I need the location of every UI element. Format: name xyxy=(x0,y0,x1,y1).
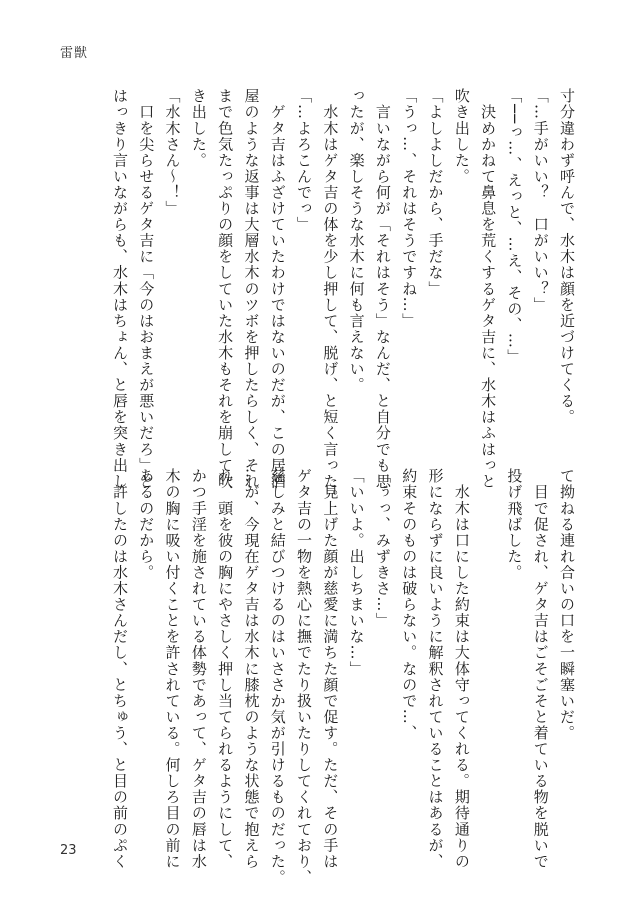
text-line: き出した。 xyxy=(189,88,208,169)
text-line: 木の胸に吸い付くことを許されている。何しろ目の前に xyxy=(163,468,182,870)
text-line: はっきり言いながらも、水木はちょん、と唇を突き出し xyxy=(110,88,129,490)
text-line xyxy=(475,468,501,820)
text-line: 吹き出した。 xyxy=(452,88,471,185)
text-line: 口を尖らせるゲタ吉に「今のはおまえが悪いだろ」と xyxy=(137,88,156,490)
text-line: 水木はゲタ吉の体を少し押して、脱げ、と短く言った。 xyxy=(321,88,340,506)
text-line: れ、頭を彼の胸にやさしく押し当てられるようにして、 xyxy=(216,468,235,870)
text-line: 「いいよ。出しちまいな…」 xyxy=(347,468,366,677)
text-line: 決めかねて鼻息を荒くするゲタ吉に、水木はふはっと xyxy=(479,88,498,490)
text-line: 「よしよしだから、手だな」 xyxy=(426,88,445,297)
text-line: 「──っ…、えっと、…え、その、…」 xyxy=(505,88,524,365)
text-line: 見上げた顔が慈愛に満ちた顔で促す。ただ、その手は xyxy=(321,468,340,870)
text-line: 目で促され、ゲタ吉はごそごそと着ている物を脱いで xyxy=(531,468,550,870)
text-line: …が、今現在ゲタ吉は水木に膝枕のような状態で抱えら xyxy=(242,468,261,870)
text-line: て拗ねる連れ合いの口を一瞬塞いだ。 xyxy=(558,468,576,741)
text-line: 「ぅっ、みずきさ…」 xyxy=(373,468,392,629)
upper-text-block xyxy=(60,88,580,506)
text-line: 「…手がいい？ 口がいい？」 xyxy=(531,88,550,313)
text-line: ゲタ吉はふざけていたわけではないのだが、この居酒 xyxy=(268,88,287,490)
text-line: ったが、楽しそうな水木に何も言えない。 xyxy=(347,88,366,393)
page-number: 23 xyxy=(60,843,77,858)
text-line: 寸分違わず呼んで、水木は顔を近づけてくる。 xyxy=(558,88,576,426)
text-line: 「…よろこんでっ」 xyxy=(295,88,314,233)
text-line: 言いながら何が「それはそう」なんだ、と自分でも思 xyxy=(373,88,392,490)
text-line: ゲタ吉の一物を熱心に撫でたり扱いたりしてくれており、 xyxy=(295,468,314,886)
text-line: 「うっ…、それはそうですね…」 xyxy=(400,88,419,329)
text-line: まで色気たっぷりの顔をしていた水木もそれを崩して吹 xyxy=(216,88,235,490)
text-line: 投げ飛ばした。 xyxy=(505,468,524,581)
text-line: かつ手淫を施されている体勢であって、ゲタ吉の唇は水 xyxy=(189,468,208,870)
text-line: 水木は口にした約束は大体守ってくれる。期待通りの xyxy=(452,468,471,870)
text-line: あるのだから。 xyxy=(137,468,156,581)
text-line: 屋のような返事は大層水木のツボを押したらしく、それ xyxy=(242,88,261,490)
running-head-title: 雷獣 xyxy=(60,46,89,61)
text-line: 形にならずに良いように解釈されていることはあるが、 xyxy=(426,468,445,870)
text-line: 約束そのものは破らない。なので…、 xyxy=(400,468,419,741)
text-line: 「水木さん～！」 xyxy=(163,88,182,217)
text-line: 許したのは水木さんだし、とちゅう、と目の前のぷく xyxy=(110,468,129,870)
text-line: 慈しみと結びつけるのはいささか気が引けるものだった。 xyxy=(268,468,287,886)
